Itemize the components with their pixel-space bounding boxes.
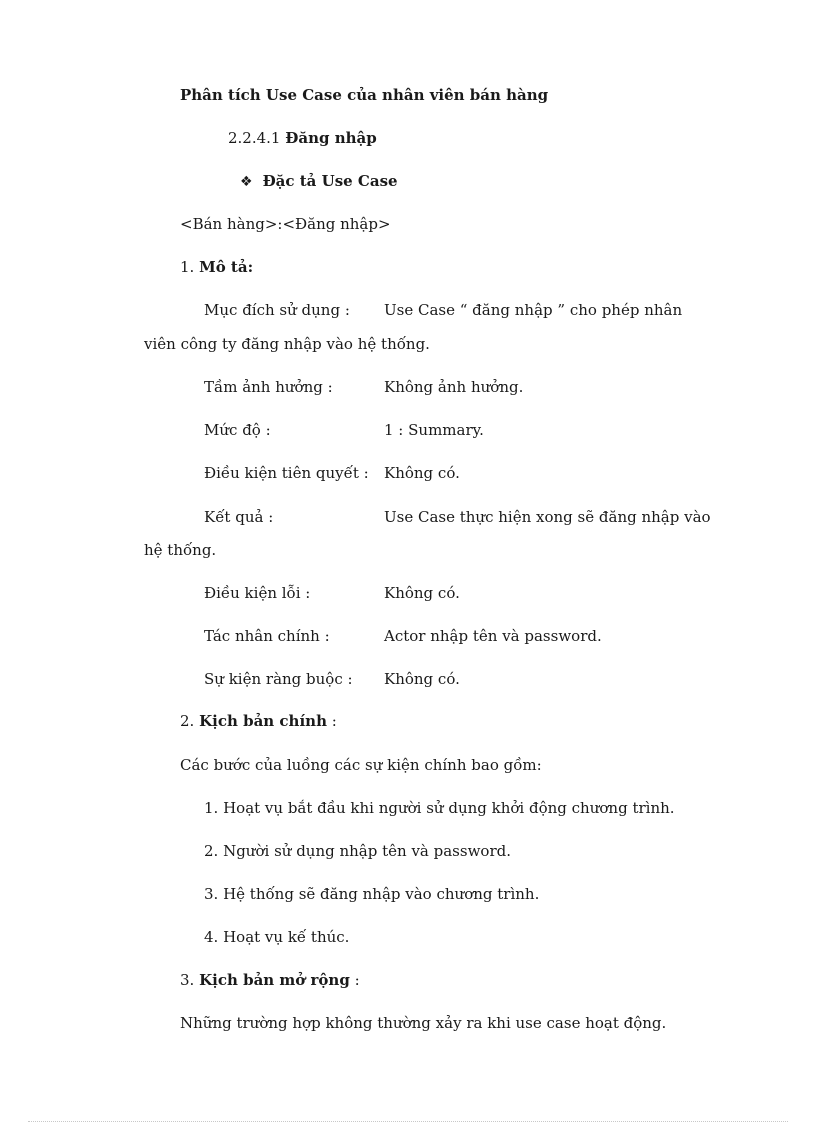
spec-row-label-precondition: Điều kiện tiên quyết :	[204, 464, 369, 482]
spec-row-value-purpose-continued: viên công ty đăng nhập vào hệ thống.	[144, 335, 430, 353]
section-2-heading	[180, 711, 337, 731]
spec-row-value-primary-actor: Actor nhập tên và password.	[384, 627, 602, 645]
spec-row-label-level: Mức độ :	[204, 421, 271, 439]
section-3-suffix: :	[349, 971, 360, 989]
spec-row-value-precondition: Không có.	[384, 464, 460, 482]
section-heading: Phân tích Use Case của nhân viên bán hàng	[180, 86, 549, 104]
section-3-number: 3.	[180, 971, 200, 989]
section-3-text: Những trường hợp không thường xảy ra khi use case hoạt động.	[180, 1014, 667, 1032]
subsection-number: 2.2.4.1	[228, 129, 286, 147]
section-1-number: 1.	[180, 258, 200, 276]
use-case-path: <Bán hàng>:<Đăng nhập>	[180, 215, 391, 233]
spec-row-label-impact: Tầm ảnh hưởng :	[204, 378, 333, 396]
spec-row-label-primary-actor: Tác nhân chính :	[204, 627, 330, 645]
spec-row-value-constraint: Không có.	[384, 670, 460, 688]
spec-row-value-result-continued: hệ thống.	[144, 541, 217, 559]
spec-row-value-result: Use Case thực hiện xong sẽ đăng nhập vào	[384, 508, 711, 526]
section-1-title: Mô tả:	[199, 258, 254, 276]
spec-row-label-purpose: Mục đích sử dụng :	[204, 301, 350, 319]
main-flow-step: 1. Hoạt vụ bắt đầu khi người sử dụng khởi động chương trình.	[204, 799, 675, 817]
spec-row-label-constraint: Sự kiện ràng buộc :	[204, 670, 353, 688]
main-flow-step: 4. Hoạt vụ kế thúc.	[204, 928, 350, 946]
section-2-title: Kịch bản chính	[199, 712, 327, 730]
main-flow-step: 3. Hệ thống sẽ đăng nhập vào chương trình.	[204, 885, 540, 903]
spec-row-value-level: 1 : Summary.	[384, 421, 484, 439]
spec-row-value-error-condition: Không có.	[384, 584, 460, 602]
section-3-heading	[180, 970, 360, 990]
diamond-bullet-icon: ❖	[240, 174, 253, 190]
spec-row-label-error-condition: Điều kiện lỗi :	[204, 584, 311, 602]
main-flow-step: 2. Người sử dụng nhập tên và password.	[204, 842, 511, 860]
spec-row-value-purpose: Use Case “ đăng nhập ” cho phép nhân	[384, 301, 683, 319]
subsection-title: Đăng nhập	[285, 129, 377, 147]
spec-heading	[240, 171, 398, 192]
subsection-heading	[228, 128, 377, 148]
section-2-suffix: :	[326, 712, 337, 730]
section-3-title: Kịch bản mở rộng	[199, 971, 350, 989]
page-bottom-divider	[28, 1121, 788, 1122]
spec-heading-text: Đặc tả Use Case	[262, 172, 398, 190]
spec-row-label-result: Kết quả :	[204, 508, 274, 526]
section-2-number: 2.	[180, 712, 200, 730]
section-1-heading	[180, 257, 253, 277]
section-2-intro: Các bước của luồng các sự kiện chính bao gồm:	[180, 756, 542, 774]
spec-row-value-impact: Không ảnh hưởng.	[384, 378, 524, 396]
